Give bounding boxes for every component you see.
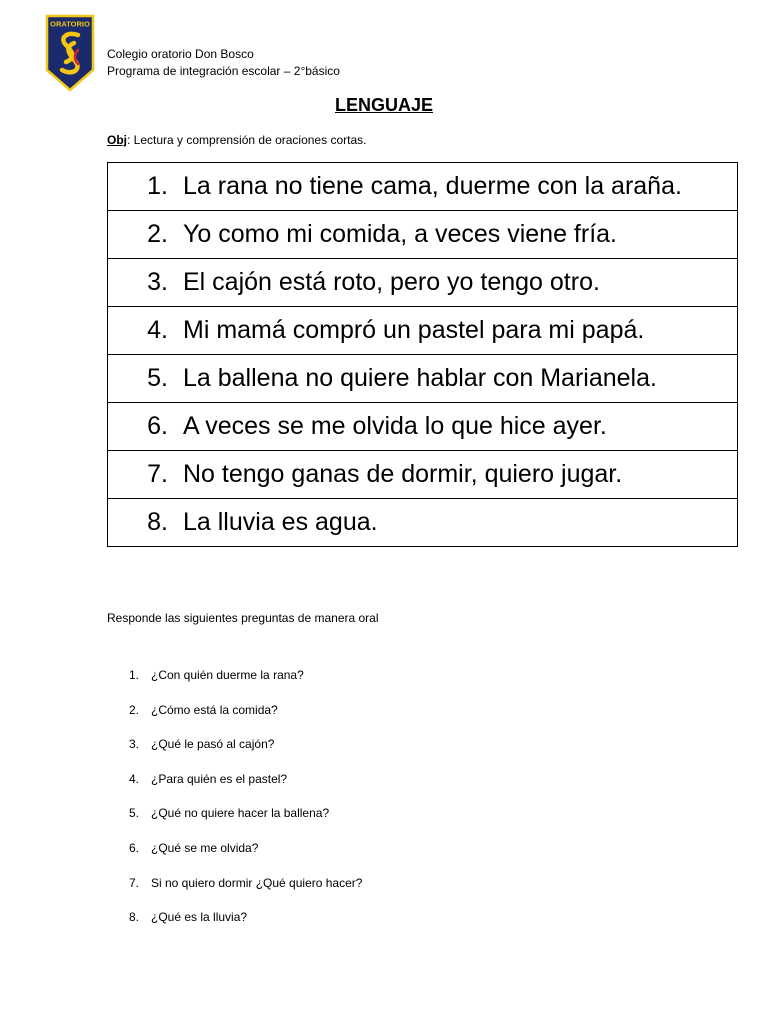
question-number: 3. [128, 737, 139, 752]
sentence-text: La rana no tiene cama, duerme con la araña. [183, 172, 682, 200]
sentence-text: La ballena no quiere hablar con Marianela. [183, 364, 657, 392]
question-item [107, 876, 362, 911]
objective-line [107, 133, 366, 147]
page-title: LENGUAJE [334, 95, 433, 115]
question-number: 2. [128, 702, 139, 717]
question-text: ¿Con quién duerme la rana? [151, 668, 304, 682]
question-text: Si no quiero dormir ¿Qué quiero hacer? [151, 875, 363, 890]
question-number: 5. [128, 806, 139, 821]
question-item [107, 772, 362, 807]
question-text: ¿Qué no quiere hacer la ballena? [151, 806, 330, 821]
sentence-text: El cajón está roto, pero yo tengo otro. [183, 268, 600, 296]
sentence-text: A veces se me olvida lo que hice ayer. [183, 412, 607, 440]
sentence-row [108, 499, 738, 547]
sentence-row [108, 451, 738, 499]
sentence-number: 5. [147, 364, 168, 392]
school-name: Colegio oratorio Don Bosco [107, 47, 254, 61]
instruction-text: Responde las siguientes preguntas de manera oral [107, 611, 379, 625]
question-item [107, 910, 362, 945]
objective-text: : Lectura y comprensión de oraciones cortas. [127, 133, 367, 147]
question-number: 6. [128, 840, 139, 855]
question-text: ¿Qué es la lluvia? [151, 910, 248, 925]
question-number: 8. [128, 910, 139, 925]
sentence-text: No tengo ganas de dormir, quiero jugar. [183, 460, 623, 488]
sentence-text: Yo como mi comida, a veces viene fría. [183, 220, 617, 248]
sentence-row [108, 355, 738, 403]
question-number: 4. [128, 771, 139, 786]
sentence-text: Mi mamá compró un pastel para mi papá. [183, 316, 645, 344]
question-item [107, 668, 362, 703]
crest-lettering: ORATORIO [50, 19, 90, 29]
sentence-number: 6. [147, 412, 168, 440]
questions-list [107, 668, 362, 945]
question-text: ¿Qué se me olvida? [151, 840, 259, 855]
sentence-text: La lluvia es agua. [183, 508, 378, 536]
sentence-number: 1. [147, 172, 168, 200]
question-text: ¿Para quién es el pastel? [151, 771, 288, 786]
sentence-row [108, 211, 738, 259]
sentences-table [107, 162, 738, 547]
question-number: 1. [128, 668, 139, 682]
sentence-number: 2. [147, 220, 168, 248]
sentence-number: 8. [147, 508, 168, 536]
sentence-number: 4. [147, 316, 168, 344]
sentence-number: 7. [147, 460, 168, 488]
question-item [107, 841, 362, 876]
sentence-row [108, 403, 738, 451]
question-text: ¿Qué le pasó al cajón? [151, 737, 275, 752]
sentence-row [108, 307, 738, 355]
sentence-row [108, 163, 738, 211]
sentence-number: 3. [147, 268, 168, 296]
question-item [107, 737, 362, 772]
school-crest-logo [45, 14, 95, 92]
program-name: Programa de integración escolar – 2°básico [107, 64, 340, 78]
question-text: ¿Cómo está la comida? [151, 702, 278, 717]
question-item [107, 806, 362, 841]
school-header [107, 46, 340, 80]
question-item [107, 703, 362, 738]
sentence-row [108, 259, 738, 307]
question-number: 7. [128, 875, 139, 890]
objective-label: Obj [107, 133, 127, 147]
